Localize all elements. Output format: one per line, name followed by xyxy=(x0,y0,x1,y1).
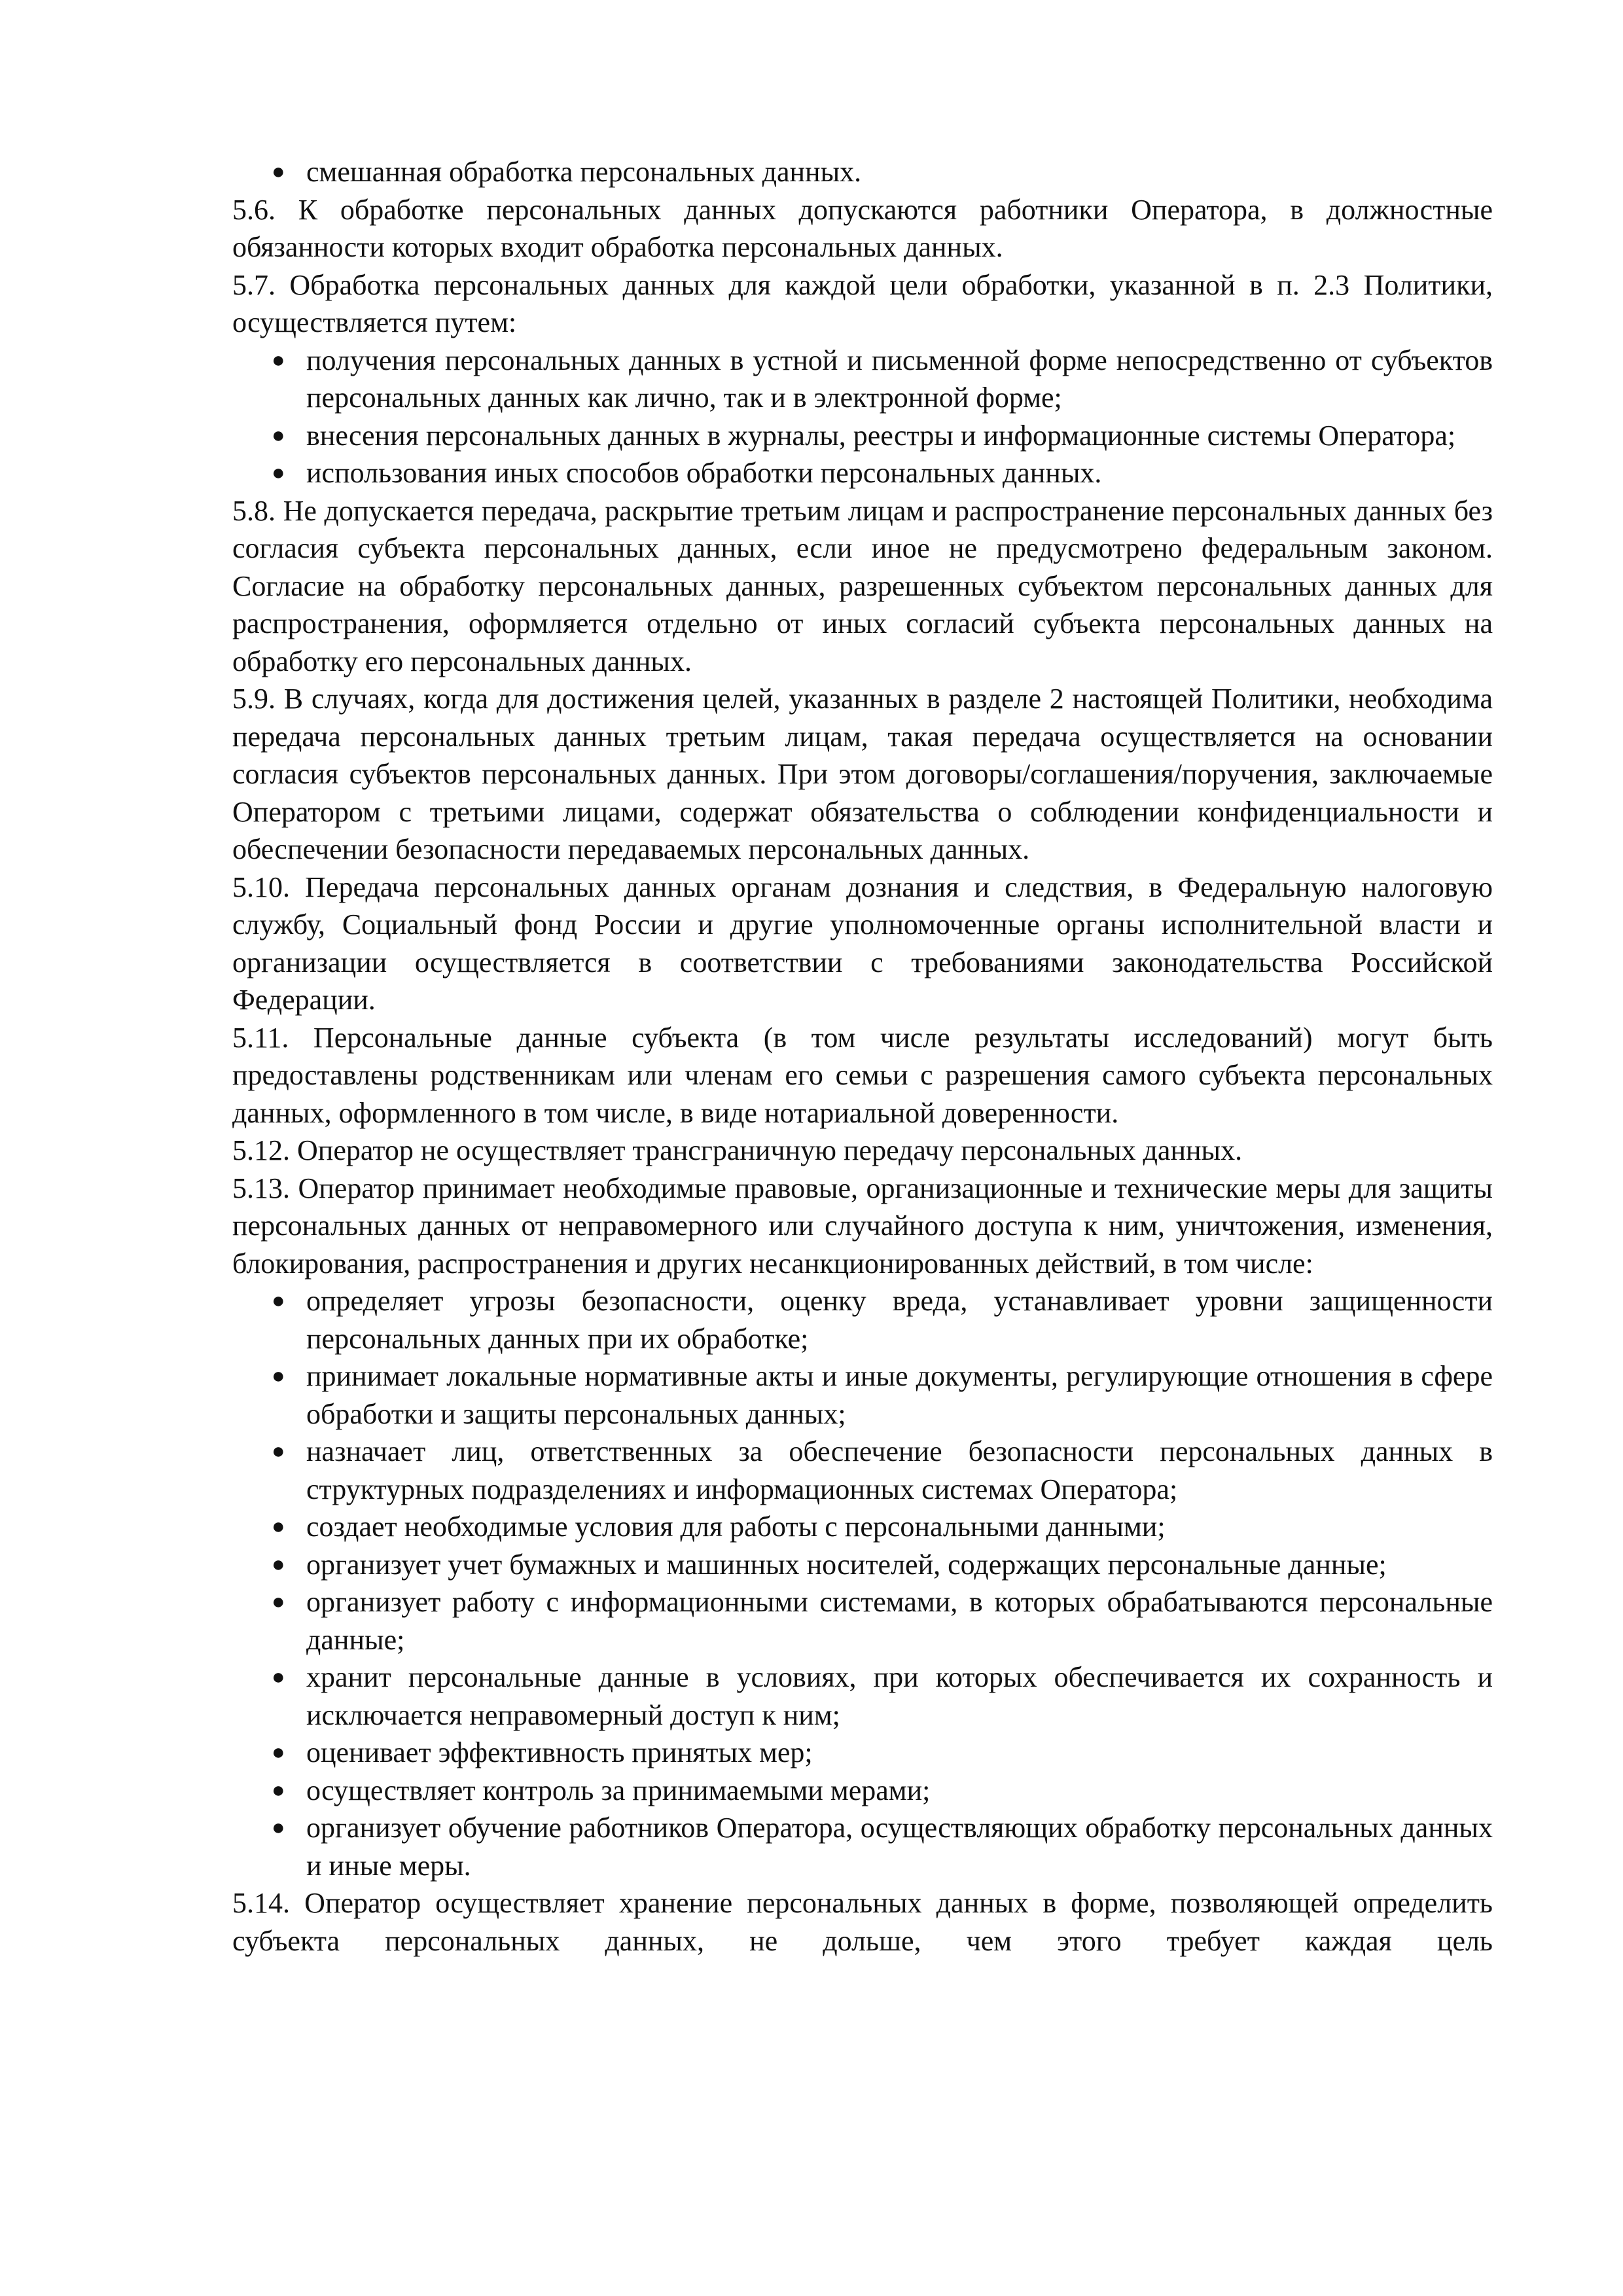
paragraph-5-9: 5.9. В случаях, когда для достижения целей, указанных в разделе 2 настоящей Политики, необходима передача персональных данных третьим лицам, такая передача осуществляется на основании согласия субъектов персональных данных. При этом договоры/соглашения/поручения, заключаемые Оператором с третьими лицами, содержат обязательства о соблюдении конфиденциальности и обеспечении безопасности передаваемых персональных данных. xyxy=(232,683,1493,865)
bullet-icon: ● xyxy=(272,1816,285,1840)
bullet-icon: ● xyxy=(272,1552,285,1577)
paragraph-5-14: 5.14. Оператор осуществляет хранение персональных данных в форме, позволяющей определить субъекта персональных данных, не дольше, чем этого требует каждая цель xyxy=(232,1887,1493,1957)
paragraph-5-8: 5.8. Не допускается передача, раскрытие третьим лицам и распространение персональных данных без согласия субъекта персональных данных, если иное не предусмотрено федеральным законом. Согласие на обработку персональных данных, разрешенных субъектом персональных данных для распространения, оформляется отдельно от иных согласий субъекта персональных данных на обработку его персональных данных. xyxy=(232,494,1493,677)
paragraph-5-13: 5.13. Оператор принимает необходимые правовые, организационные и технические меры для защиты персональных данных от неправомерного или случайного доступа к ним, уничтожения, изменения, блокирования, распространения и других несанкционированных действий, в том числе: xyxy=(232,1172,1493,1280)
list-item: ● создает необходимые условия для работы с персональными данными; xyxy=(232,1508,1493,1546)
list-item: ● осуществляет контроль за принимаемыми мерами; xyxy=(232,1772,1493,1810)
list-item: ● организует обучение работников Оператора, осуществляющих обработку персональных данных и иные меры. xyxy=(232,1809,1493,1884)
bullet-icon: ● xyxy=(272,1778,285,1803)
bullet-icon: ● xyxy=(272,160,285,184)
paragraph-5-10: 5.10. Передача персональных данных органам дознания и следствия, в Федеральную налоговую службу, Социальный фонд России и другие уполномоченные органы исполнительной власти и организации осуществляется в соответствии с требованиями законодательства Российской Федерации. xyxy=(232,870,1493,1016)
list-item: ● получения персональных данных в устной и письменной форме непосредственно от субъектов персональных данных как лично, так и в электронной форме; xyxy=(232,342,1493,417)
paragraph-5-6: 5.6. К обработке персональных данных допускаются работники Оператора, в должностные обязанности которых входит обработка персональных данных. xyxy=(232,193,1493,263)
list-item: ● смешанная обработка персональных данных. xyxy=(232,153,1493,191)
bullet-icon: ● xyxy=(272,1665,285,1689)
list-item: ● хранит персональные данные в условиях, при которых обеспечивается их сохранность и исключается неправомерный доступ к ним; xyxy=(232,1659,1493,1734)
bullet-icon: ● xyxy=(272,1740,285,1765)
paragraph-5-11: 5.11. Персональные данные субъекта (в том числе результаты исследований) могут быть предоставлены родственникам или членам его семьи с разрешения самого субъекта персональных данных, оформленного в том числе, в виде нотариальной доверенности. xyxy=(232,1021,1493,1129)
bullet-icon: ● xyxy=(272,1364,285,1388)
list-item: ● внесения персональных данных в журналы, реестры и информационные системы Оператора; xyxy=(232,417,1493,455)
bullet-icon: ● xyxy=(272,1590,285,1614)
bullet-list-protection-measures xyxy=(232,1282,1493,1884)
paragraph-5-12: 5.12. Оператор не осуществляет трансграничную передачу персональных данных. xyxy=(232,1134,1243,1166)
list-item: ● организует учет бумажных и машинных носителей, содержащих персональные данные; xyxy=(232,1546,1493,1584)
list-item: ● оценивает эффективность принятых мер; xyxy=(232,1734,1493,1772)
bullet-list-processing-methods xyxy=(232,342,1493,492)
list-item: ● назначает лиц, ответственных за обеспечение безопасности персональных данных в структурных подразделениях и информационных системах Оператора; xyxy=(232,1433,1493,1508)
bullet-icon: ● xyxy=(272,1515,285,1539)
document-page xyxy=(232,153,1493,1960)
bullet-icon: ● xyxy=(272,461,285,485)
paragraph-5-7: 5.7. Обработка персональных данных для каждой цели обработки, указанной в п. 2.3 Политики, осуществляется путем: xyxy=(232,268,1493,338)
list-item: ● организует работу с информационными системами, в которых обрабатываются персональные данные; xyxy=(232,1583,1493,1659)
list-item: ● принимает локальные нормативные акты и иные документы, регулирующие отношения в сфере обработки и защиты персональных данных; xyxy=(232,1357,1493,1433)
bullet-icon: ● xyxy=(272,1439,285,1463)
bullet-icon: ● xyxy=(272,1289,285,1313)
list-item: ● определяет угрозы безопасности, оценку вреда, устанавливает уровни защищенности персональных данных при их обработке; xyxy=(232,1282,1493,1357)
list-item: ● использования иных способов обработки персональных данных. xyxy=(232,454,1493,492)
bullet-icon: ● xyxy=(272,423,285,448)
bullet-list-processing-types xyxy=(232,153,1493,191)
bullet-icon: ● xyxy=(272,348,285,372)
